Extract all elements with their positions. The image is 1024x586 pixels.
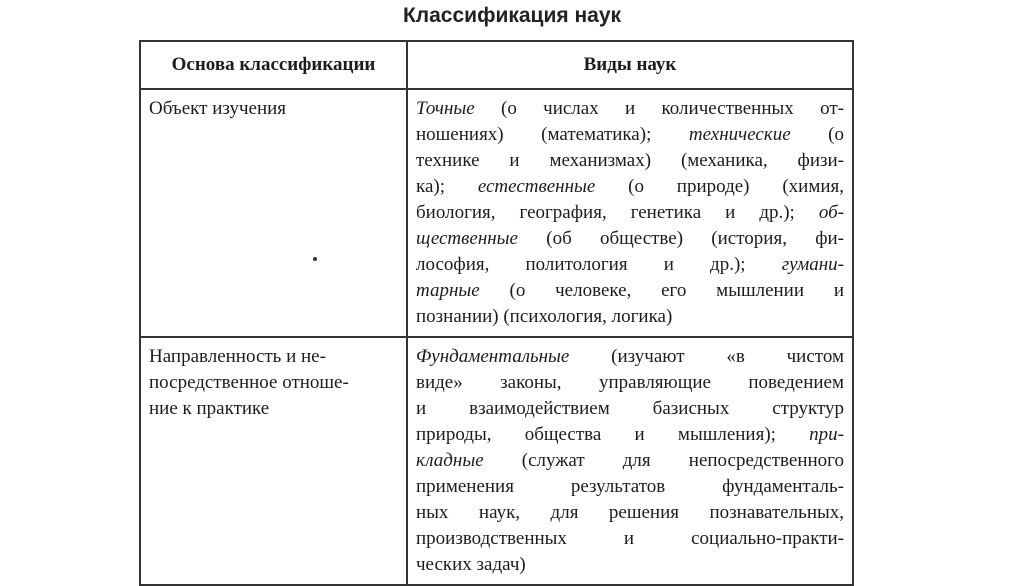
types-line <box>416 370 844 396</box>
row-types-cell <box>407 337 853 585</box>
types-text-run: применения результатов фундаменталь- <box>416 476 844 497</box>
row-basis-text: Объект изучения <box>149 98 287 119</box>
science-type-term: щественные <box>416 228 518 249</box>
types-line <box>416 396 844 422</box>
basis-line: посредственное отноше- <box>149 372 349 393</box>
row-basis-cell <box>140 89 407 337</box>
types-line <box>416 344 844 370</box>
types-text-run: (изучают «в чистом <box>569 346 844 367</box>
stray-dot-mark <box>313 257 317 261</box>
science-type-term: при- <box>809 424 844 445</box>
science-type-term: об- <box>818 202 844 223</box>
types-line <box>416 122 844 148</box>
science-type-term: гумани- <box>781 254 844 275</box>
table-row <box>140 89 853 337</box>
classification-table <box>139 40 854 586</box>
row-types-cell <box>407 89 853 337</box>
types-line <box>416 200 844 226</box>
row-types-text <box>416 96 844 330</box>
types-text-run: природы, общества и мышления); <box>416 424 810 445</box>
table-header-row <box>140 41 853 89</box>
types-text-run: технике и механизмах) (механика, физи- <box>416 150 844 171</box>
types-text-run: биология, география, генетика и др.); <box>416 202 819 223</box>
types-text-run: ных наук, для решения познавательных, <box>416 502 844 523</box>
header-basis: Основа классификации <box>140 41 407 89</box>
table-row <box>140 337 853 585</box>
types-text-run: ношениях) (математика); <box>416 124 689 145</box>
types-text-run: ка); <box>416 176 478 197</box>
types-line <box>416 422 844 448</box>
types-text-run: познании) (психология, логика) <box>416 306 673 327</box>
row-types-text <box>416 344 844 578</box>
types-text-run: виде» законы, управляющие поведением <box>416 372 844 393</box>
header-types: Виды наук <box>407 41 853 89</box>
types-line <box>416 278 844 304</box>
types-text-run: ческих задач) <box>416 554 526 575</box>
types-line <box>416 500 844 526</box>
types-text-run: и взаимодействием базисных структур <box>416 398 844 419</box>
types-line <box>416 552 844 578</box>
types-line <box>416 474 844 500</box>
types-line <box>416 304 844 330</box>
types-line <box>416 226 844 252</box>
types-line <box>416 252 844 278</box>
types-text-run: (о человеке, его мышлении и <box>479 280 844 301</box>
science-type-term: Точные <box>416 98 475 119</box>
science-type-term: Фундаментальные <box>416 346 570 367</box>
types-text-run: (об обществе) (история, фи- <box>518 228 844 249</box>
types-line <box>416 148 844 174</box>
science-type-term: естественные <box>477 176 596 197</box>
science-type-term: технические <box>688 124 791 145</box>
types-text-run: (о <box>790 124 844 145</box>
types-line <box>416 448 844 474</box>
row-basis-cell <box>140 337 407 585</box>
row-basis-text <box>149 344 400 422</box>
basis-line: ние к практике <box>149 398 270 419</box>
page-title: Классификация наук <box>402 4 622 27</box>
types-text-run: (о природе) (химия, <box>595 176 845 197</box>
types-line <box>416 526 844 552</box>
types-text-run: (о числах и количественных от- <box>474 98 844 119</box>
types-line <box>416 174 844 200</box>
types-text-run: лософия, политология и др.); <box>416 254 782 275</box>
types-text-run: производственных и социально-практи- <box>416 528 844 549</box>
science-type-term: кладные <box>416 450 484 471</box>
types-text-run: (служат для непосредственного <box>483 450 844 471</box>
types-line <box>416 96 844 122</box>
science-type-term: тарные <box>416 280 480 301</box>
basis-line: Направленность и не- <box>149 346 326 367</box>
